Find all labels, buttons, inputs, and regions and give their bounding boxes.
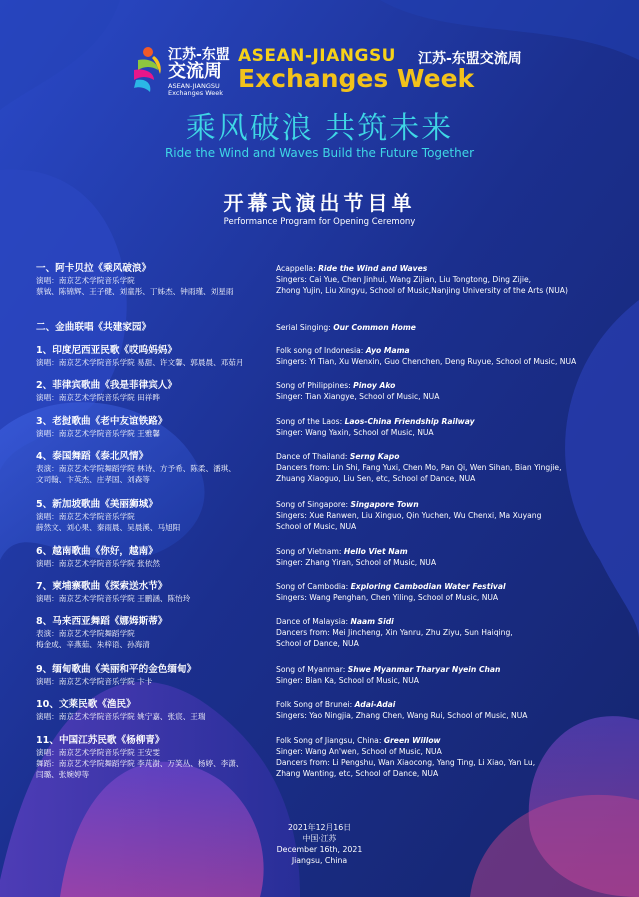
program-item-cn xyxy=(36,699,268,722)
program-item-cn-performers: 演唱：南京艺术学院音乐学院 王鹏涵、陈怡玲 xyxy=(36,594,191,603)
program-item-en xyxy=(276,263,628,296)
program-item-cn-title: 6、越南歌曲《你好，越南》 xyxy=(36,546,158,557)
program-item-cn xyxy=(36,416,268,439)
program-item-en-title: Laos-China Friendship Railway xyxy=(344,417,475,426)
program-item-en-title: Ride the Wind and Waves xyxy=(318,264,428,273)
program-item-en xyxy=(276,499,628,532)
program-item-cn xyxy=(36,263,268,297)
program-item-cn-performers: 表演：南京艺术学院舞蹈学院 xyxy=(36,629,135,638)
program-item-en-heading xyxy=(276,380,628,391)
logo-cn-line2: 交流周 xyxy=(168,61,222,82)
program-item-en-heading xyxy=(276,499,628,510)
program-item-cn-title: 10、文莱民歌《渔民》 xyxy=(36,699,136,710)
program-item-cn xyxy=(36,546,268,569)
slogan-en: Ride the Wind and Waves Build the Future Together xyxy=(164,146,475,160)
program-item-cn-performers: 演唱：南京艺术学院音乐学院 王雅馨 xyxy=(36,429,160,438)
program-item-en-genre: Song of Philippines: xyxy=(276,381,354,390)
program-item-cn xyxy=(36,345,268,368)
program-item-en-heading xyxy=(276,664,628,675)
program-item-cn-title: 3、老挝歌曲《老中友谊铁路》 xyxy=(36,416,168,427)
footer-date-cn: 2021年12月16日 xyxy=(287,823,352,832)
program-item-en-performers: Dancers from: Li Pengshu, Wan Xiaocong, Yang Ting, Li Xiao, Yan Lu, xyxy=(276,758,536,767)
program-item-en-performers: Singers: Yi Tian, Xu Wenxin, Guo Chenchen, Deng Ruyue, School of Music, NUA xyxy=(276,357,577,366)
program-item-en-title: Singapore Town xyxy=(350,500,419,509)
logo-en-line2: Exchanges Week xyxy=(168,89,224,97)
program-item-en-genre: Song of Myanmar: xyxy=(276,665,348,674)
program-item-cn xyxy=(36,664,268,687)
program-item-en-heading xyxy=(276,451,628,462)
program-item-en-title: Ayo Mama xyxy=(365,346,410,355)
program-item-en xyxy=(276,380,628,402)
brand-title-cn: 江苏-东盟交流周 xyxy=(418,51,522,67)
program-item-en xyxy=(276,735,628,779)
program-item-en-heading xyxy=(276,735,628,746)
program-item-en-title: Adai-Adai xyxy=(354,700,396,709)
program-item-en-performers: Dancers from: Mei Jincheng, Xin Yanru, Zhu Ziyu, Sun Haiqing, xyxy=(276,628,513,637)
program-item-en-heading xyxy=(276,263,628,274)
program-item-en-genre: Folk Song of Jiangsu, China: xyxy=(276,736,384,745)
program-item-cn xyxy=(36,581,268,604)
program-item-en-genre: Serial Singing: xyxy=(276,323,334,332)
program-item-en-title: Hello Viet Nam xyxy=(343,547,408,556)
program-item-en-performers: School of Music, NUA xyxy=(276,522,357,531)
program-item-en-heading xyxy=(276,345,628,356)
program-item-cn-title: 5、新加坡歌曲《美丽狮城》 xyxy=(36,499,158,510)
brand-title-line1: ASEAN-JIANGSU xyxy=(238,46,396,66)
program-item-cn-title: 二、金曲联唱《共建家园》 xyxy=(36,322,152,333)
program-item-en-heading xyxy=(276,581,628,592)
program-item-cn-title: 一、阿卡贝拉《乘风破浪》 xyxy=(36,263,152,274)
program-item-cn-title: 4、泰国舞蹈《泰北风情》 xyxy=(36,451,149,462)
program-item-en xyxy=(276,581,628,603)
program-item-cn-title: 9、缅甸歌曲《美丽和平的金色缅甸》 xyxy=(36,664,197,675)
program-item-en-performers: Dancers from: Lin Shi, Fang Yuxi, Chen Mo, Pan Qi, Wen Sihan, Bian Yingjie, xyxy=(276,463,562,472)
program-item-cn xyxy=(36,616,268,650)
program-item-en-genre: Song of the Laos: xyxy=(276,417,345,426)
footer-place-cn: 中国·江苏 xyxy=(302,834,337,843)
program-item-en-performers: Singers: Xue Ranwen, Liu Xinguo, Qin Yuchen, Wu Chenxi, Ma Xuyang xyxy=(276,511,542,520)
program-item-en-performers: Singers: Wang Penghan, Chen Yiling, School of Music, NUA xyxy=(276,593,499,602)
program-item-cn-performers: 文司翰、卞英杰、庄孝国、刘森等 xyxy=(36,475,150,484)
program-item-en-genre: Song of Vietnam: xyxy=(276,547,344,556)
program-item-en-title: Shwe Myanmar Tharyar Nyein Chan xyxy=(347,665,501,674)
program-item-en-performers: Singers: Yao Ningjia, Zhang Chen, Wang Rui, School of Music, NUA xyxy=(276,711,528,720)
program-item-en-genre: Song of Singapore: xyxy=(276,500,351,509)
program-item-cn xyxy=(36,451,268,485)
program-item-en-heading xyxy=(276,699,628,710)
footer-date-en: December 16th, 2021 xyxy=(276,845,363,854)
program-item-cn-title: 7、柬埔寨歌曲《探索送水节》 xyxy=(36,581,168,592)
program-item-en-performers: Singer: Bian Ka, School of Music, NUA xyxy=(276,676,419,685)
program-item-cn-performers: 表演：南京艺术学院舞蹈学院 林诗、方予希、陈柔、潘琪、 xyxy=(36,464,236,473)
logo-cn-line1: 江苏-东盟 xyxy=(168,47,230,63)
program-item-en-title: Naam Sidi xyxy=(350,617,394,626)
program-item-en-title: Pinoy Ako xyxy=(353,381,396,390)
program-item-cn-performers: 闫璐、张婉婷等 xyxy=(36,770,90,779)
program-item-en-title: Green Willow xyxy=(383,736,441,745)
program-item-en-performers: Zhuang Xiaoguo, Liu Sen, etc, School of Dance, NUA xyxy=(276,474,476,483)
program-item-en-heading xyxy=(276,546,628,557)
program-item-en-genre: Acappella: xyxy=(276,264,319,273)
program-item-cn xyxy=(36,322,268,334)
program-item-en xyxy=(276,451,628,484)
footer xyxy=(0,822,639,866)
program-item-cn-title: 2、菲律宾歌曲《我是菲律宾人》 xyxy=(36,380,177,391)
logo-en-line1: ASEAN-JIANGSU xyxy=(168,82,220,90)
program-item-cn xyxy=(36,735,268,780)
asean-jiangsu-logo-icon xyxy=(128,44,164,94)
program-item-en-performers: Singer: Wang An'wen, School of Music, NUA xyxy=(276,747,442,756)
program-item-cn-performers: 梅金成、辛燕茹、朱梓语、孙海清 xyxy=(36,640,150,649)
program-item-cn-performers: 演唱：南京艺术学院音乐学院 易甜、许文馨、郭晨晨、邓茹月 xyxy=(36,358,244,367)
program-item-cn-performers: 演唱：南京艺术学院音乐学院 xyxy=(36,276,135,285)
program-item-en-heading xyxy=(276,416,628,427)
program-item-en-genre: Folk Song of Brunei: xyxy=(276,700,355,709)
program-item-en-genre: Song of Cambodia: xyxy=(276,582,351,591)
program-item-cn-title: 11、中国江苏民歌《杨柳青》 xyxy=(36,735,165,746)
program-item-en-title: Serng Kapo xyxy=(349,452,400,461)
program-item-cn-performers: 演唱：南京艺术学院音乐学院 田祥晔 xyxy=(36,393,160,402)
program-title-en: Performance Program for Opening Ceremony xyxy=(223,217,416,227)
program-item-en-performers: School of Dance, NUA xyxy=(276,639,359,648)
program-item-en-title: Our Common Home xyxy=(333,323,416,332)
program-item-cn-performers: 演唱：南京艺术学院音乐学院 王安雯 xyxy=(36,748,160,757)
program-item-en-genre: Dance of Thailand: xyxy=(276,452,350,461)
program-item-en xyxy=(276,345,628,367)
program-item-cn-performers: 演唱：南京艺术学院音乐学院 张依然 xyxy=(36,559,160,568)
program-item-en-heading xyxy=(276,616,628,627)
program-item-cn-performers: 演唱：南京艺术学院音乐学院 姚宁嘉、张宸、王瑞 xyxy=(36,712,206,721)
program-item-cn xyxy=(36,499,268,533)
program-item-en-genre: Dance of Malaysia: xyxy=(276,617,351,626)
program-item-cn-performers: 演唱：南京艺术学院音乐学院 xyxy=(36,512,135,521)
program-item-cn-performers: 舞蹈：南京艺术学院舞蹈学院 李芃澍、万笑丛、杨婷、李潇、 xyxy=(36,759,244,768)
program-item-en-performers: Zhang Wanting, etc, School of Dance, NUA xyxy=(276,769,439,778)
footer-place-en: Jiangsu, China xyxy=(291,856,348,865)
program-item-cn-title: 8、马来西亚舞蹈《娜姆斯蒂》 xyxy=(36,616,168,627)
program-item-en-performers: Singer: Tian Xiangye, School of Music, NUA xyxy=(276,392,440,401)
program-item-en-genre: Folk song of Indonesia: xyxy=(276,346,366,355)
program-item-en-performers: Singer: Zhang Yiran, School of Music, NUA xyxy=(276,558,437,567)
program-item-en-performers: Zhong Yujin, Liu Xingyu, School of Music,Nanjing University of the Arts (NUA) xyxy=(276,286,568,295)
program-item-en-performers: Singers: Cai Yue, Chen Jinhui, Wang Zijian, Liu Tongtong, Ding Zijie, xyxy=(276,275,532,284)
program-item-cn-performers: 演唱：南京艺术学院音乐学院 卞卡 xyxy=(36,677,153,686)
program-item-en xyxy=(276,664,628,686)
program-item-en-heading xyxy=(276,322,628,333)
program-item-cn-performers: 薛然文、刘心果、秦雨晨、吴晨溪、马旭阳 xyxy=(36,523,181,532)
program-item-en xyxy=(276,416,628,438)
program-item-en xyxy=(276,322,628,333)
program-item-en xyxy=(276,699,628,721)
program-item-cn xyxy=(36,380,268,403)
program-item-cn-performers: 蔡钺、陈锦辉、王子健、刘童彤、丁姊杰、钟雨瑾、刘星雨 xyxy=(36,287,234,296)
program-item-en xyxy=(276,546,628,568)
logo-en-text xyxy=(168,83,238,97)
brand-title-line2: Exchanges Week xyxy=(238,64,475,93)
slogan-cn: 乘风破浪 共筑未来 xyxy=(185,111,454,146)
program-title-cn: 开幕式演出节目单 xyxy=(223,191,416,215)
program-item-cn-title: 1、印度尼西亚民歌《哎呜妈妈》 xyxy=(36,345,177,356)
program-item-en-performers: Singer: Wang Yaxin, School of Music, NUA xyxy=(276,428,434,437)
program-item-en xyxy=(276,616,628,649)
program-item-en-title: Exploring Cambodian Water Festival xyxy=(350,582,506,591)
